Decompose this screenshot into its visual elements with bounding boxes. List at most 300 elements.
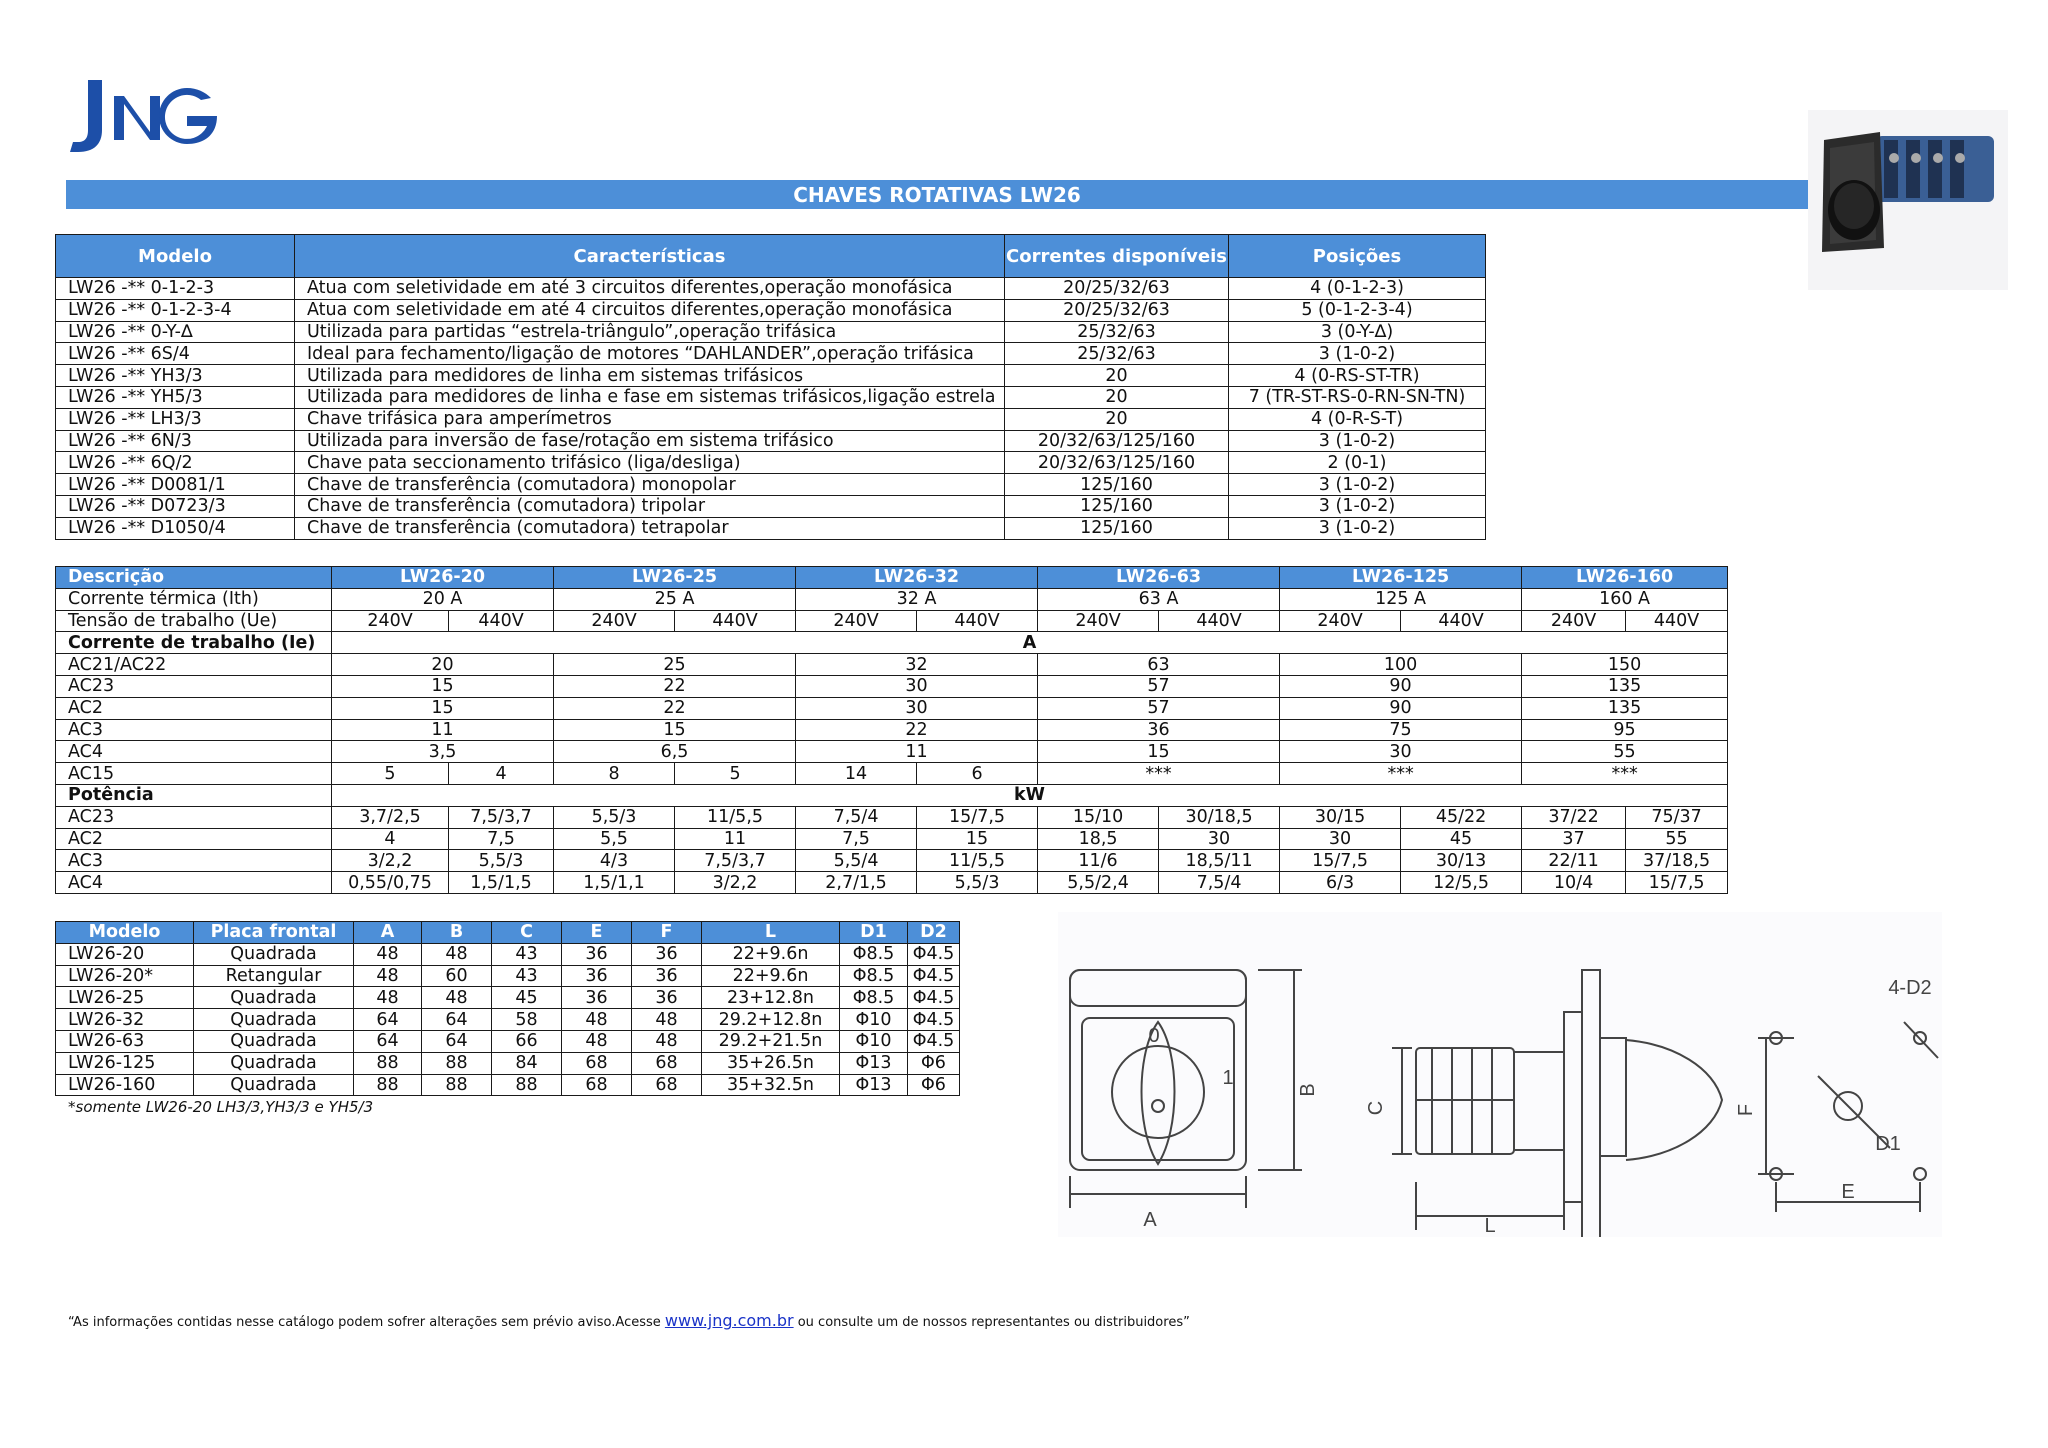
header-posicoes: Posições bbox=[1229, 235, 1486, 278]
ith-value: 160 A bbox=[1522, 588, 1728, 610]
dims-value: 64 bbox=[422, 1009, 492, 1031]
dims-value: 88 bbox=[354, 1074, 422, 1096]
model-currents: 20/32/63/125/160 bbox=[1005, 430, 1229, 452]
ue-value: 440V bbox=[675, 610, 796, 632]
ith-value: 125 A bbox=[1280, 588, 1522, 610]
power-value: 11/6 bbox=[1038, 850, 1159, 872]
model-currents: 125/160 bbox=[1005, 474, 1229, 496]
model-row bbox=[56, 299, 1486, 321]
header-model: LW26-20 bbox=[332, 567, 554, 589]
website-link[interactable]: www.jng.com.br bbox=[664, 1311, 794, 1330]
power-value: 6/3 bbox=[1280, 872, 1401, 894]
model-characteristics: Chave de transferência (comutadora) tetrapolar bbox=[295, 517, 1005, 539]
ac15-row bbox=[56, 763, 1728, 785]
dims-value: 36 bbox=[562, 987, 632, 1009]
ac15-value: 8 bbox=[554, 763, 675, 785]
dims-value: Quadrada bbox=[194, 1052, 354, 1074]
ie-value: 3,5 bbox=[332, 741, 554, 763]
ie-row-label: AC23 bbox=[56, 675, 332, 697]
ac15-value: 4 bbox=[449, 763, 554, 785]
dim-e-label: E bbox=[1841, 1181, 1855, 1203]
ie-value: 90 bbox=[1280, 697, 1522, 719]
specs-table bbox=[55, 566, 1728, 894]
dim-d2-label: 4-D2 bbox=[1888, 977, 1932, 999]
dims-value: Φ4.5 bbox=[908, 943, 960, 965]
ue-value: 240V bbox=[554, 610, 675, 632]
ie-row-label: AC4 bbox=[56, 741, 332, 763]
dims-model: LW26-160 bbox=[56, 1074, 194, 1096]
model-characteristics: Atua com seletividade em até 3 circuitos diferentes,operação monofásica bbox=[295, 278, 1005, 300]
dims-value: 64 bbox=[354, 1030, 422, 1052]
ie-value: 150 bbox=[1522, 654, 1728, 676]
ue-value: 440V bbox=[917, 610, 1038, 632]
power-value: 0,55/0,75 bbox=[332, 872, 449, 894]
model-code: LW26 -** LH3/3 bbox=[56, 408, 295, 430]
model-code: LW26 -** D0081/1 bbox=[56, 474, 295, 496]
dims-value: 29.2+21.5n bbox=[702, 1030, 840, 1052]
power-value: 3/2,2 bbox=[675, 872, 796, 894]
dims-value: 29.2+12.8n bbox=[702, 1009, 840, 1031]
dims-row bbox=[56, 1052, 960, 1074]
model-row bbox=[56, 474, 1486, 496]
dims-value: 68 bbox=[562, 1074, 632, 1096]
rotary-switch-photo bbox=[1808, 110, 2008, 290]
disclaimer bbox=[68, 1311, 1190, 1330]
power-value: 11 bbox=[675, 828, 796, 850]
ie-value: 22 bbox=[554, 697, 796, 719]
model-characteristics: Atua com seletividade em até 4 circuitos diferentes,operação monofásica bbox=[295, 299, 1005, 321]
dims-model: LW26-125 bbox=[56, 1052, 194, 1074]
dims-value: Φ10 bbox=[840, 1030, 908, 1052]
model-currents: 25/32/63 bbox=[1005, 343, 1229, 365]
power-value: 7,5/4 bbox=[796, 806, 917, 828]
power-value: 7,5 bbox=[796, 828, 917, 850]
ie-row-label: AC21/AC22 bbox=[56, 654, 332, 676]
ie-value: 57 bbox=[1038, 697, 1280, 719]
dims-value: 36 bbox=[632, 943, 702, 965]
model-characteristics: Chave pata seccionamento trifásico (liga/desliga) bbox=[295, 452, 1005, 474]
header-model: LW26-63 bbox=[1038, 567, 1280, 589]
model-currents: 20 bbox=[1005, 408, 1229, 430]
ie-row bbox=[56, 654, 1728, 676]
ith-label: Corrente térmica (Ith) bbox=[56, 588, 332, 610]
header-caracteristicas: Características bbox=[295, 235, 1005, 278]
ie-row bbox=[56, 741, 1728, 763]
model-positions: 5 (0-1-2-3-4) bbox=[1229, 299, 1486, 321]
ie-row bbox=[56, 675, 1728, 697]
dims-value: 48 bbox=[562, 1009, 632, 1031]
page-title: CHAVES ROTATIVAS LW26 bbox=[66, 180, 1808, 209]
model-row bbox=[56, 278, 1486, 300]
power-value: 37/22 bbox=[1522, 806, 1626, 828]
ie-row bbox=[56, 719, 1728, 741]
model-characteristics: Utilizada para medidores de linha e fase em sistemas trifásicos,ligação estrela bbox=[295, 386, 1005, 408]
dim-d1-label: D1 bbox=[1875, 1133, 1901, 1155]
dims-value: 48 bbox=[562, 1030, 632, 1052]
dims-value: 58 bbox=[492, 1009, 562, 1031]
power-unit: kW bbox=[332, 784, 1728, 806]
dimension-drawing bbox=[1058, 912, 1942, 1237]
dimensions-table-header bbox=[56, 922, 960, 944]
dims-value: 36 bbox=[632, 965, 702, 987]
dims-value: 60 bbox=[422, 965, 492, 987]
power-row bbox=[56, 806, 1728, 828]
dims-row bbox=[56, 943, 960, 965]
model-positions: 4 (0-R-S-T) bbox=[1229, 408, 1486, 430]
power-value: 5,5/3 bbox=[554, 806, 675, 828]
power-value: 5,5/3 bbox=[449, 850, 554, 872]
power-value: 1,5/1,5 bbox=[449, 872, 554, 894]
dims-header: D2 bbox=[908, 922, 960, 944]
ie-value: 30 bbox=[796, 675, 1038, 697]
ac15-value: *** bbox=[1038, 763, 1280, 785]
dims-value: 66 bbox=[492, 1030, 562, 1052]
dims-model: LW26-63 bbox=[56, 1030, 194, 1052]
ith-value: 25 A bbox=[554, 588, 796, 610]
ue-value: 240V bbox=[1038, 610, 1159, 632]
dims-header: Modelo bbox=[56, 922, 194, 944]
power-value: 11/5,5 bbox=[917, 850, 1038, 872]
ie-unit: A bbox=[332, 632, 1728, 654]
dims-value: Quadrada bbox=[194, 943, 354, 965]
dims-header: F bbox=[632, 922, 702, 944]
dims-row bbox=[56, 1074, 960, 1096]
knob-pos-0: 0 bbox=[1148, 1025, 1160, 1047]
ue-value: 440V bbox=[1401, 610, 1522, 632]
ac15-value: 5 bbox=[332, 763, 449, 785]
model-code: LW26 -** YH3/3 bbox=[56, 365, 295, 387]
power-value: 11/5,5 bbox=[675, 806, 796, 828]
model-code: LW26 -** D1050/4 bbox=[56, 517, 295, 539]
dims-value: 88 bbox=[354, 1052, 422, 1074]
model-characteristics: Utilizada para medidores de linha em sistemas trifásicos bbox=[295, 365, 1005, 387]
power-value: 4/3 bbox=[554, 850, 675, 872]
dims-value: Φ4.5 bbox=[908, 1030, 960, 1052]
ie-value: 11 bbox=[796, 741, 1038, 763]
header-model: LW26-32 bbox=[796, 567, 1038, 589]
power-value: 7,5/3,7 bbox=[449, 806, 554, 828]
power-value: 37 bbox=[1522, 828, 1626, 850]
dims-header: E bbox=[562, 922, 632, 944]
power-row bbox=[56, 828, 1728, 850]
ie-value: 15 bbox=[554, 719, 796, 741]
dims-value: 64 bbox=[354, 1009, 422, 1031]
dim-c-label: C bbox=[1365, 1100, 1387, 1116]
dim-f-label: F bbox=[1735, 1103, 1757, 1117]
model-positions: 3 (1-0-2) bbox=[1229, 343, 1486, 365]
ie-value: 6,5 bbox=[554, 741, 796, 763]
power-value: 15/7,5 bbox=[917, 806, 1038, 828]
power-value: 5,5/4 bbox=[796, 850, 917, 872]
dim-l-label: L bbox=[1484, 1215, 1496, 1237]
models-table bbox=[55, 234, 1486, 540]
model-currents: 25/32/63 bbox=[1005, 321, 1229, 343]
header-model: LW26-160 bbox=[1522, 567, 1728, 589]
power-row-label: AC23 bbox=[56, 806, 332, 828]
ie-section-label: Corrente de trabalho (Ie) bbox=[56, 632, 332, 654]
ue-value: 240V bbox=[1280, 610, 1401, 632]
dims-row bbox=[56, 1009, 960, 1031]
power-value: 37/18,5 bbox=[1626, 850, 1728, 872]
ie-value: 90 bbox=[1280, 675, 1522, 697]
model-code: LW26 -** 0-1-2-3-4 bbox=[56, 299, 295, 321]
header-model: LW26-125 bbox=[1280, 567, 1522, 589]
ie-value: 100 bbox=[1280, 654, 1522, 676]
dims-value: Φ4.5 bbox=[908, 965, 960, 987]
power-section-row bbox=[56, 784, 1728, 806]
ie-row bbox=[56, 697, 1728, 719]
power-value: 45/22 bbox=[1401, 806, 1522, 828]
specs-header-row bbox=[56, 567, 1728, 589]
model-currents: 125/160 bbox=[1005, 495, 1229, 517]
power-value: 18,5/11 bbox=[1159, 850, 1280, 872]
ie-value: 20 bbox=[332, 654, 554, 676]
model-code: LW26 -** 6S/4 bbox=[56, 343, 295, 365]
header-correntes: Correntes disponíveis bbox=[1005, 235, 1229, 278]
power-value: 15 bbox=[917, 828, 1038, 850]
power-value: 22/11 bbox=[1522, 850, 1626, 872]
ue-label: Tensão de trabalho (Ue) bbox=[56, 610, 332, 632]
dims-value: 48 bbox=[422, 943, 492, 965]
power-value: 5,5 bbox=[554, 828, 675, 850]
model-characteristics: Ideal para fechamento/ligação de motores “DAHLANDER”,operação trifásica bbox=[295, 343, 1005, 365]
dims-value: Quadrada bbox=[194, 1030, 354, 1052]
model-positions: 3 (1-0-2) bbox=[1229, 474, 1486, 496]
dims-header: A bbox=[354, 922, 422, 944]
ie-value: 135 bbox=[1522, 675, 1728, 697]
model-characteristics: Chave trifásica para amperímetros bbox=[295, 408, 1005, 430]
dims-value: 43 bbox=[492, 943, 562, 965]
ie-value: 15 bbox=[332, 675, 554, 697]
model-row bbox=[56, 495, 1486, 517]
model-characteristics: Chave de transferência (comutadora) monopolar bbox=[295, 474, 1005, 496]
power-value: 30 bbox=[1159, 828, 1280, 850]
ue-value: 240V bbox=[1522, 610, 1626, 632]
model-code: LW26 -** 0-Y-∆ bbox=[56, 321, 295, 343]
ie-value: 15 bbox=[1038, 741, 1280, 763]
model-positions: 3 (1-0-2) bbox=[1229, 495, 1486, 517]
model-row bbox=[56, 452, 1486, 474]
ac15-value: 14 bbox=[796, 763, 917, 785]
power-value: 4 bbox=[332, 828, 449, 850]
power-value: 2,7/1,5 bbox=[796, 872, 917, 894]
dims-value: Retangular bbox=[194, 965, 354, 987]
ac15-value: 6 bbox=[917, 763, 1038, 785]
dims-model: LW26-25 bbox=[56, 987, 194, 1009]
dim-a-label: A bbox=[1143, 1209, 1157, 1231]
ue-row bbox=[56, 610, 1728, 632]
ie-section-row bbox=[56, 632, 1728, 654]
model-row bbox=[56, 517, 1486, 539]
ue-value: 240V bbox=[332, 610, 449, 632]
dims-value: 35+26.5n bbox=[702, 1052, 840, 1074]
dims-value: 36 bbox=[562, 943, 632, 965]
dimensions-footnote: *somente LW26-20 LH3/3,YH3/3 e YH5/3 bbox=[68, 1098, 374, 1116]
ie-value: 63 bbox=[1038, 654, 1280, 676]
dims-value: Quadrada bbox=[194, 1074, 354, 1096]
ie-value: 135 bbox=[1522, 697, 1728, 719]
model-positions: 3 (1-0-2) bbox=[1229, 430, 1486, 452]
model-row bbox=[56, 365, 1486, 387]
power-section-label: Potência bbox=[56, 784, 332, 806]
model-positions: 3 (1-0-2) bbox=[1229, 517, 1486, 539]
ie-value: 57 bbox=[1038, 675, 1280, 697]
model-positions: 3 (0-Y-∆) bbox=[1229, 321, 1486, 343]
dims-value: 48 bbox=[632, 1009, 702, 1031]
ith-value: 63 A bbox=[1038, 588, 1280, 610]
model-code: LW26 -** 6N/3 bbox=[56, 430, 295, 452]
power-value: 5,5/2,4 bbox=[1038, 872, 1159, 894]
header-model: LW26-25 bbox=[554, 567, 796, 589]
model-positions: 4 (0-RS-ST-TR) bbox=[1229, 365, 1486, 387]
dims-row bbox=[56, 1030, 960, 1052]
ie-value: 75 bbox=[1280, 719, 1522, 741]
jng-logo bbox=[66, 72, 226, 158]
model-characteristics: Chave de transferência (comutadora) tripolar bbox=[295, 495, 1005, 517]
dims-value: 68 bbox=[632, 1052, 702, 1074]
ie-value: 36 bbox=[1038, 719, 1280, 741]
ie-row-label: AC2 bbox=[56, 697, 332, 719]
power-value: 15/10 bbox=[1038, 806, 1159, 828]
model-row bbox=[56, 430, 1486, 452]
power-value: 30/18,5 bbox=[1159, 806, 1280, 828]
dims-value: 88 bbox=[492, 1074, 562, 1096]
ue-value: 440V bbox=[449, 610, 554, 632]
dims-value: 22+9.6n bbox=[702, 965, 840, 987]
ie-value: 15 bbox=[332, 697, 554, 719]
dims-value: 35+32.5n bbox=[702, 1074, 840, 1096]
ue-value: 440V bbox=[1626, 610, 1728, 632]
dims-value: 64 bbox=[422, 1030, 492, 1052]
dims-value: 48 bbox=[354, 965, 422, 987]
dims-row bbox=[56, 987, 960, 1009]
dims-value: Φ4.5 bbox=[908, 1009, 960, 1031]
model-currents: 20/25/32/63 bbox=[1005, 299, 1229, 321]
ie-value: 95 bbox=[1522, 719, 1728, 741]
dims-value: 84 bbox=[492, 1052, 562, 1074]
header-descricao: Descrição bbox=[56, 567, 332, 589]
models-table-header bbox=[56, 235, 1486, 278]
power-value: 45 bbox=[1401, 828, 1522, 850]
ie-value: 55 bbox=[1522, 741, 1728, 763]
model-code: LW26 -** YH5/3 bbox=[56, 386, 295, 408]
dims-model: LW26-20 bbox=[56, 943, 194, 965]
ue-value: 240V bbox=[796, 610, 917, 632]
model-row bbox=[56, 343, 1486, 365]
dims-header: B bbox=[422, 922, 492, 944]
power-value: 7,5/3,7 bbox=[675, 850, 796, 872]
model-row bbox=[56, 386, 1486, 408]
dims-value: Φ8.5 bbox=[840, 987, 908, 1009]
power-value: 18,5 bbox=[1038, 828, 1159, 850]
ith-row bbox=[56, 588, 1728, 610]
ie-value: 11 bbox=[332, 719, 554, 741]
dims-model: LW26-20* bbox=[56, 965, 194, 987]
dims-header: L bbox=[702, 922, 840, 944]
ue-value: 440V bbox=[1159, 610, 1280, 632]
ith-value: 32 A bbox=[796, 588, 1038, 610]
model-positions: 7 (TR-ST-RS-0-RN-SN-TN) bbox=[1229, 386, 1486, 408]
dims-value: 23+12.8n bbox=[702, 987, 840, 1009]
ac15-value: *** bbox=[1280, 763, 1522, 785]
model-code: LW26 -** 0-1-2-3 bbox=[56, 278, 295, 300]
dims-value: Φ10 bbox=[840, 1009, 908, 1031]
dims-value: 68 bbox=[632, 1074, 702, 1096]
model-row bbox=[56, 408, 1486, 430]
dims-value: Φ4.5 bbox=[908, 987, 960, 1009]
disclaimer-text-before: “As informações contidas nesse catálogo podem sofrer alterações sem prévio aviso.Acesse bbox=[68, 1315, 665, 1330]
model-row bbox=[56, 321, 1486, 343]
power-row bbox=[56, 850, 1728, 872]
dims-value: 48 bbox=[354, 987, 422, 1009]
dims-value: Quadrada bbox=[194, 1009, 354, 1031]
power-row bbox=[56, 872, 1728, 894]
power-row-label: AC4 bbox=[56, 872, 332, 894]
model-code: LW26 -** 6Q/2 bbox=[56, 452, 295, 474]
dims-header: D1 bbox=[840, 922, 908, 944]
model-code: LW26 -** D0723/3 bbox=[56, 495, 295, 517]
dims-value: Φ6 bbox=[908, 1052, 960, 1074]
power-value: 12/5,5 bbox=[1401, 872, 1522, 894]
dims-value: Φ8.5 bbox=[840, 965, 908, 987]
power-value: 75/37 bbox=[1626, 806, 1728, 828]
ie-value: 22 bbox=[796, 719, 1038, 741]
model-currents: 20 bbox=[1005, 365, 1229, 387]
ie-value: 22 bbox=[554, 675, 796, 697]
model-currents: 20/25/32/63 bbox=[1005, 278, 1229, 300]
power-value: 30/13 bbox=[1401, 850, 1522, 872]
dims-value: Φ6 bbox=[908, 1074, 960, 1096]
ie-value: 25 bbox=[554, 654, 796, 676]
dim-b-label: B bbox=[1297, 1083, 1319, 1097]
dims-value: 36 bbox=[562, 965, 632, 987]
power-value: 1,5/1,1 bbox=[554, 872, 675, 894]
dims-value: 88 bbox=[422, 1052, 492, 1074]
dimensions-table bbox=[55, 921, 960, 1096]
dims-value: 43 bbox=[492, 965, 562, 987]
ie-value: 30 bbox=[796, 697, 1038, 719]
power-value: 3/2,2 bbox=[332, 850, 449, 872]
knob-pos-1: 1 bbox=[1222, 1067, 1234, 1089]
power-row-label: AC3 bbox=[56, 850, 332, 872]
ie-value: 32 bbox=[796, 654, 1038, 676]
header-modelo: Modelo bbox=[56, 235, 295, 278]
ie-row-label: AC3 bbox=[56, 719, 332, 741]
dims-value: Φ8.5 bbox=[840, 943, 908, 965]
model-characteristics: Utilizada para inversão de fase/rotação em sistema trifásico bbox=[295, 430, 1005, 452]
dims-value: 45 bbox=[492, 987, 562, 1009]
power-value: 5,5/3 bbox=[917, 872, 1038, 894]
dims-value: Φ13 bbox=[840, 1052, 908, 1074]
dims-value: Φ13 bbox=[840, 1074, 908, 1096]
model-positions: 2 (0-1) bbox=[1229, 452, 1486, 474]
disclaimer-text-after: ou consulte um de nossos representantes ou distribuidores” bbox=[793, 1315, 1190, 1330]
dims-value: Quadrada bbox=[194, 987, 354, 1009]
power-value: 30/15 bbox=[1280, 806, 1401, 828]
power-value: 30 bbox=[1280, 828, 1401, 850]
model-characteristics: Utilizada para partidas “estrela-triângulo”,operação trifásica bbox=[295, 321, 1005, 343]
dims-row bbox=[56, 965, 960, 987]
dims-value: 36 bbox=[632, 987, 702, 1009]
model-currents: 125/160 bbox=[1005, 517, 1229, 539]
power-value: 10/4 bbox=[1522, 872, 1626, 894]
power-value: 55 bbox=[1626, 828, 1728, 850]
power-value: 3,7/2,5 bbox=[332, 806, 449, 828]
power-value: 15/7,5 bbox=[1280, 850, 1401, 872]
dims-value: 48 bbox=[354, 943, 422, 965]
power-row-label: AC2 bbox=[56, 828, 332, 850]
dims-value: 22+9.6n bbox=[702, 943, 840, 965]
